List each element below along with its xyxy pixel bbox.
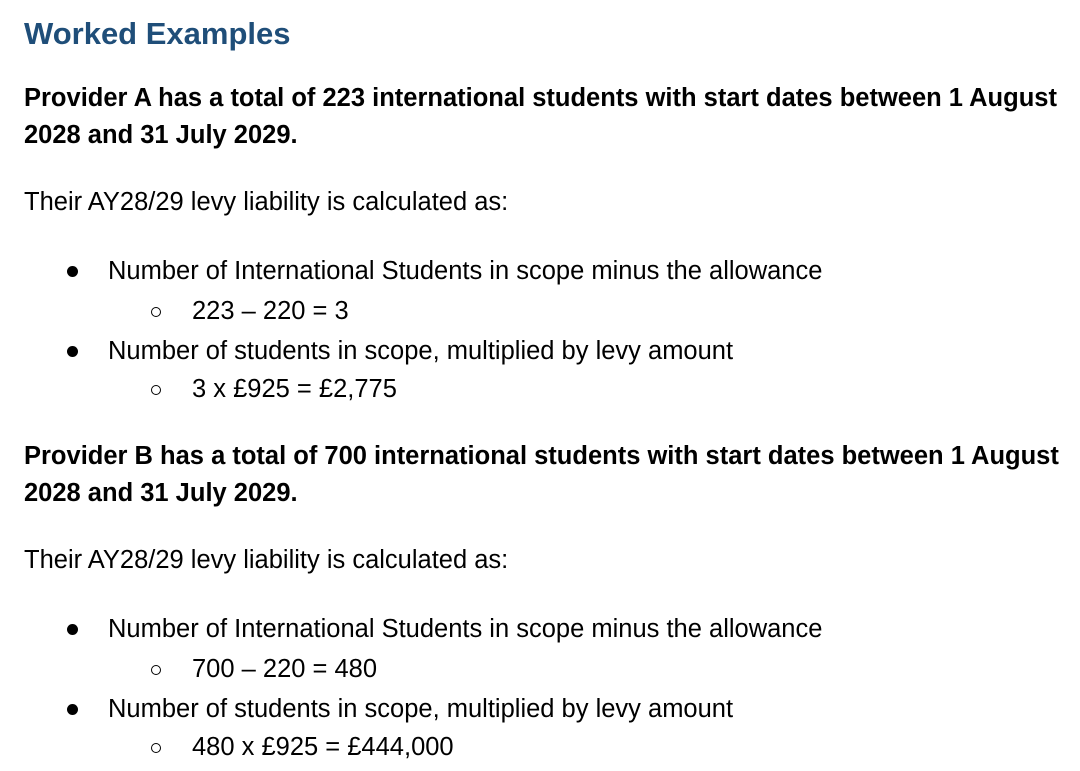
calculation-result: 223 – 220 = 3 — [192, 297, 349, 325]
bullet-icon — [67, 624, 78, 635]
bullet-icon — [67, 704, 78, 715]
calculation-result: 3 x £925 = £2,775 — [192, 375, 397, 403]
bullet-text: Number of students in scope, multiplied by levy amount — [108, 695, 734, 723]
calculation-result: 700 – 220 = 480 — [192, 655, 378, 683]
bullet-text: Number of students in scope, multiplied by levy amount — [108, 337, 734, 365]
example-intro: Provider B has a total of 700 international students with start dates between 1 August 2028 and 31 July 2029. — [24, 442, 1059, 507]
hollow-bullet-icon — [151, 665, 161, 675]
bullet-text: Number of International Students in scope minus the allowance — [108, 257, 823, 285]
calculation-intro: Their AY28/29 levy liability is calculated as: — [24, 546, 509, 574]
hollow-bullet-icon — [151, 307, 161, 317]
calculation-intro: Their AY28/29 levy liability is calculated as: — [24, 188, 509, 216]
page-heading: Worked Examples — [24, 16, 291, 51]
calculation-result: 480 x £925 = £444,000 — [192, 733, 454, 761]
bullet-icon — [67, 266, 78, 277]
bullet-text: Number of International Students in scope minus the allowance — [108, 615, 823, 643]
bullet-icon — [67, 346, 78, 357]
example-intro: Provider A has a total of 223 international students with start dates between 1 August 2028 and 31 July 2029. — [24, 84, 1057, 149]
hollow-bullet-icon — [151, 385, 161, 395]
hollow-bullet-icon — [151, 743, 161, 753]
